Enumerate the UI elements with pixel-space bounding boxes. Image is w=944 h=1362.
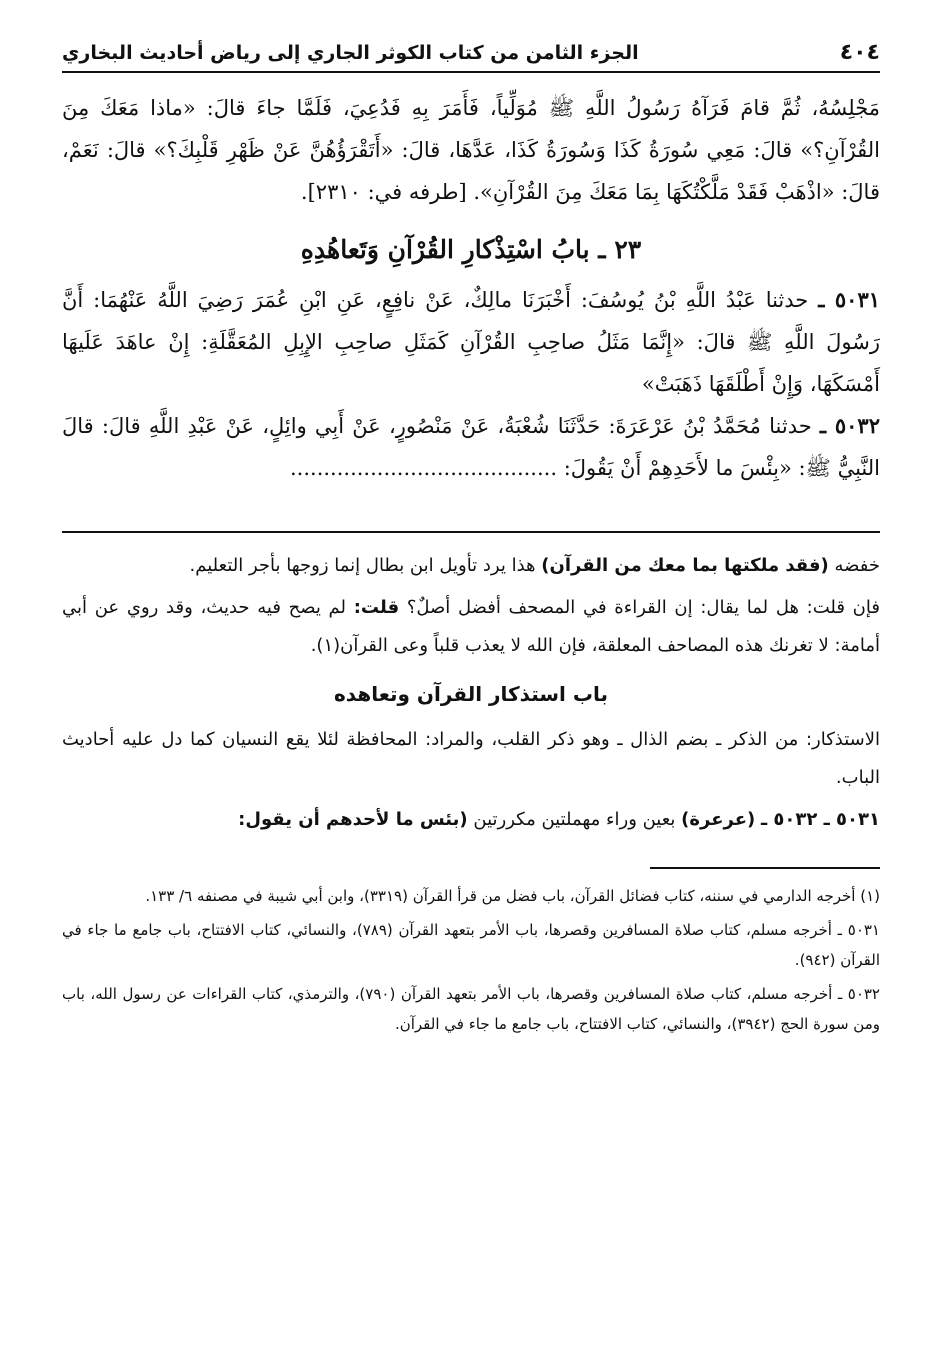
footnotes [62,881,880,1039]
book-page [62,40,880,1043]
footnote-divider [650,867,880,869]
commentary-text: فإن قلت: هل لما يقال: إن القراءة في المصحف أفضل أصلٌ؟ [406,597,880,618]
hadith-body: حدثنا عَبْدُ اللَّهِ بْنُ يُوسُفَ: أَخْبَرَنَا مالِكٌ، عَنْ نافِعٍ، عَنِ ابْنِ عُمَرَ رَضِيَ اللَّهُ عَنْهُمَا: أَنَّ رَسُولَ اللَّهِ ﷺ قالَ: «إِنَّمَا مَثَلُ صاحِبِ القُرْآنِ كَمَثَلِ صاحِبِ الإِبِلِ المُعَقَّلَةِ: إِنْ عاهَدَ عَلَيهَا أَمْسَكَهَا، وَإِنْ أَطْلَقَهَا ذَهَبَتْ» [62,288,880,396]
commentary-text: لم يصح فيه حديث، وقد روي عن أبي أمامة: لا تغرنك هذه المصاحف المعلقة، فإن الله لا يعذب قلباً وعى القرآن(١). [62,597,880,656]
commentary-quote: (فقد ملكتها بما معك من القرآن) [541,555,829,576]
hadith-body: حدثنا مُحَمَّدُ بْنُ عَرْعَرَةَ: حَدَّثَنَا شُعْبَةُ، عَنْ مَنْصُورٍ، عَنْ أَبِي وائِلٍ، عَنْ عَبْدِ اللَّهِ قالَ: قالَ النَّبِيُّ ﷺ: «بِئْسَ ما لأَحَدِهِمْ أَنْ يَقُولَ: [62,414,880,480]
hadith-text [62,87,880,489]
hadith-number: ٥٠٣٢ ـ [819,413,880,438]
chapter-title: ٢٣ ـ بابُ اسْتِذْكارِ القُرْآنِ وَتَعاهُدِهِ [300,235,642,264]
footnote: ٥٠٣١ ـ أخرجه مسلم، كتاب صلاة المسافرين وقصرها، باب الأمر بتعهد القرآن (٧٨٩)، والنسائي، كتاب الافتتاح، باب جامع ما جاء في القرآن (٩٤٢). [62,921,880,969]
commentary [62,547,880,839]
commentary-section-title: باب استذكار القرآن وتعاهده [334,682,608,706]
commentary-quote: (بئس ما لأحدهم أن يقول: [238,809,468,830]
commentary-paragraph [62,801,880,839]
commentary-paragraph: الاستذكار: من الذكر ـ بضم الذال ـ وهو ذكر القلب، والمراد: المحافظة لئلا يقع النسيان كما دل عليه أحاديث الباب. [62,729,880,788]
footnote: (١) أخرجه الدارمي في سننه، كتاب فضائل القرآن، باب فضل من قرأ القرآن (٣٣١٩)، وابن أبي شيبة في مصنفه ٦/ ١٣٣. [145,887,880,905]
commentary-quote: قلت: [353,597,400,618]
hadith-number: ٥٠٣١ ـ ٥٠٣٢ ـ [760,809,880,830]
hadith-number: ٥٠٣١ ـ [818,287,881,312]
page-number: ٤٠٤ [839,40,880,65]
commentary-text: بعين وراء مهملتين مكررتين [473,809,676,830]
commentary-quote: (عرعرة) [681,809,756,830]
running-title: الجزء الثامن من كتاب الكوثر الجاري إلى رياض أحاديث البخاري [62,42,639,64]
ellipsis-dots: ........................................ [290,456,558,480]
commentary-paragraph [62,589,880,665]
commentary-divider [62,531,880,533]
commentary-text: هذا يرد تأويل ابن بطال إنما زوجها بأجر التعليم. [189,555,536,576]
commentary-paragraph [62,547,880,585]
hadith-5032 [62,405,880,489]
running-header [62,40,880,73]
hadith-5031 [62,279,880,405]
commentary-text: خفضه [834,555,880,576]
footnote: ٥٠٣٢ ـ أخرجه مسلم، كتاب صلاة المسافرين وقصرها، باب الأمر بتعهد القرآن (٧٩٠)، والترمذي، كتاب القراءات عن رسول الله، باب ومن سورة الحج (٣٩٤٢)، والنسائي، كتاب الافتتاح، باب جامع ما جاء في القرآن. [62,985,880,1033]
hadith-continuation: مَجْلِسُهُ، ثُمَّ قامَ فَرَآهُ رَسُولُ اللَّهِ ﷺ مُوَلِّياً، فَأَمَرَ بِهِ فَدُعِيَ، فَلَمَّا جاءَ قالَ: «ماذا مَعَكَ مِنَ القُرْآنِ؟» قالَ: مَعِي سُورَةُ كَذَا وَسُورَةُ كَذَا، عَدَّهَا، قالَ: «أَتَقْرَؤُهُنَّ عَنْ ظَهْرِ قَلْبِكَ؟» قالَ: نَعَمْ، قالَ: «اذْهَبْ فَقَدْ مَلَّكْتُكَهَا بِمَا مَعَكَ مِنَ القُرْآنِ». [طرفه في: ٢٣١٠]. [62,96,880,204]
